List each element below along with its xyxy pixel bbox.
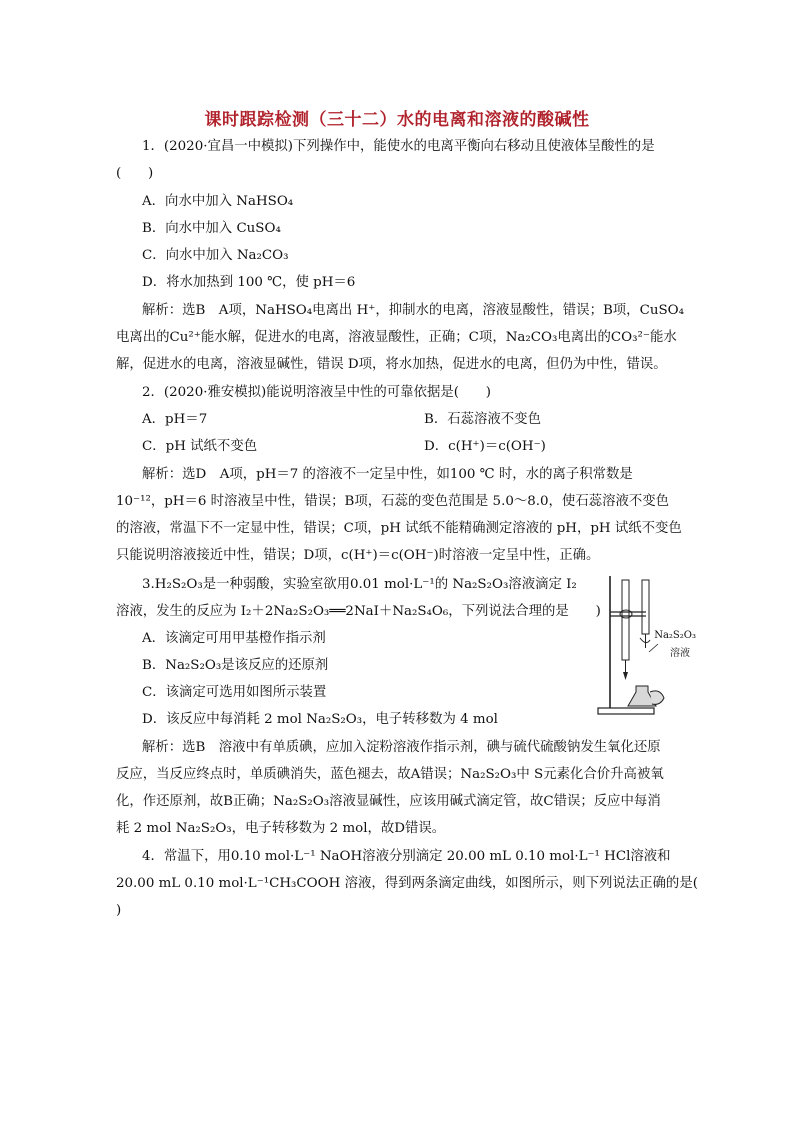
q3-stem: 3.H₂S₂O₃是一种弱酸，实验室欲用0.01 mol·L⁻¹的 Na₂S₂O₃溶液滴定 I₂: [142, 577, 577, 592]
q3-analysis-line: 解析：选B 溶液中有单质碘，应加入淀粉溶液作指示剂，碘与硫代硫酸钠发生氧化还原: [142, 740, 661, 755]
q4-stem: 20.00 mL 0.10 mol·L⁻¹CH₃COOH 溶液，得到两条滴定曲线，如图所示，则下列说法正确的是(: [116, 876, 698, 891]
q3-analysis-line: 反应，当反应终点时，单质碘消失，蓝色褪去，故A错误；Na₂S₂O₃中 S元素化合价升高被氧: [116, 767, 664, 782]
page-title: 课时跟踪检测（三十二）水的电离和溶液的酸碱性: [204, 110, 590, 130]
q3-analysis-line: 化，作还原剂，故B正确；Na₂S₂O₃溶液显碱性，应该用碱式滴定管，故C错误；反应中每消: [116, 794, 661, 809]
q2-option-a: A．pH＝7: [142, 412, 208, 427]
q3-option-b: B．Na₂S₂O₃是该反应的还原剂: [142, 658, 329, 673]
q4-stem: 4．常温下，用0.10 mol·L⁻¹ NaOH溶液分别滴定 20.00 mL 0.10 mol·L⁻¹ HCl溶液和: [142, 849, 671, 864]
q1-option-b: B．向水中加入 CuSO₄: [142, 221, 281, 236]
q4-answer-paren: ): [116, 903, 122, 918]
q1-analysis-line: 解，促进水的电离，溶液显碱性，错误 D项，将水加热，促进水的电离，但仍为中性，错误。: [116, 357, 667, 372]
q2-option-b: B．石蕊溶液不变色: [424, 412, 541, 427]
figure-label-solution: Na₂S₂O₃: [654, 630, 696, 641]
q1-answer-paren: ( ): [116, 166, 154, 181]
q3-analysis-line: 耗 2 mol Na₂S₂O₃，电子转移数为 2 mol，故D错误。: [116, 821, 446, 836]
q1-option-a: A．向水中加入 NaHSO₄: [142, 194, 294, 209]
q2-analysis-line: 的溶液，常温下不一定显中性，错误；C项，pH 试纸不能精确测定溶液的 pH，pH 试纸不变色: [116, 521, 682, 536]
q2-analysis-line: 10⁻¹²，pH＝6 时溶液呈中性，错误；B项，石蕊的变色范围是 5.0～8.0，使石蕊溶液不变色: [116, 494, 670, 509]
figure-label-solution: 溶液: [670, 648, 690, 659]
titration-apparatus-figure: [596, 574, 700, 718]
q2-stem: 2．(2020·雅安模拟)能说明溶液呈中性的可靠依据是( ): [142, 385, 491, 400]
q3-option-d: D．该反应中每消耗 2 mol Na₂S₂O₃，电子转移数为 4 mol: [142, 712, 498, 727]
q2-option-d: D．c(H⁺)＝c(OH⁻): [424, 439, 546, 454]
q1-stem: 1．(2020·宜昌一中模拟)下列操作中，能使水的电离平衡向右移动且使液体呈酸性的是: [142, 139, 655, 154]
q2-analysis-line: 解析：选D A项，pH＝7 的溶液不一定呈中性，如100 ℃ 时，水的离子积常数是: [142, 467, 633, 482]
q1-analysis-line: 解析：选B A项，NaHSO₄电离出 H⁺，抑制水的电离，溶液显酸性，错误；B项，CuSO₄: [142, 303, 684, 318]
q3-option-a: A．该滴定可用甲基橙作指示剂: [142, 631, 326, 646]
q1-option-d: D．将水加热到 100 ℃，使 pH＝6: [142, 275, 356, 290]
q3-stem: 溶液，发生的反应为 I₂＋2Na₂S₂O₃══2NaI＋Na₂S₄O₆，下列说法合理的是 ): [116, 604, 601, 619]
q2-analysis-line: 只能说明溶液接近中性，错误；D项，c(H⁺)＝c(OH⁻)时溶液一定呈中性，正确。: [116, 548, 600, 563]
q3-option-c: C．该滴定可选用如图所示装置: [142, 685, 327, 700]
q2-option-c: C．pH 试纸不变色: [142, 439, 258, 454]
q1-option-c: C．向水中加入 Na₂CO₃: [142, 248, 289, 263]
q1-analysis-line: 电离出的Cu²⁺能水解，促进水的电离，溶液显酸性，正确；C项，Na₂CO₃电离出的CO₃²⁻能水: [116, 330, 677, 345]
